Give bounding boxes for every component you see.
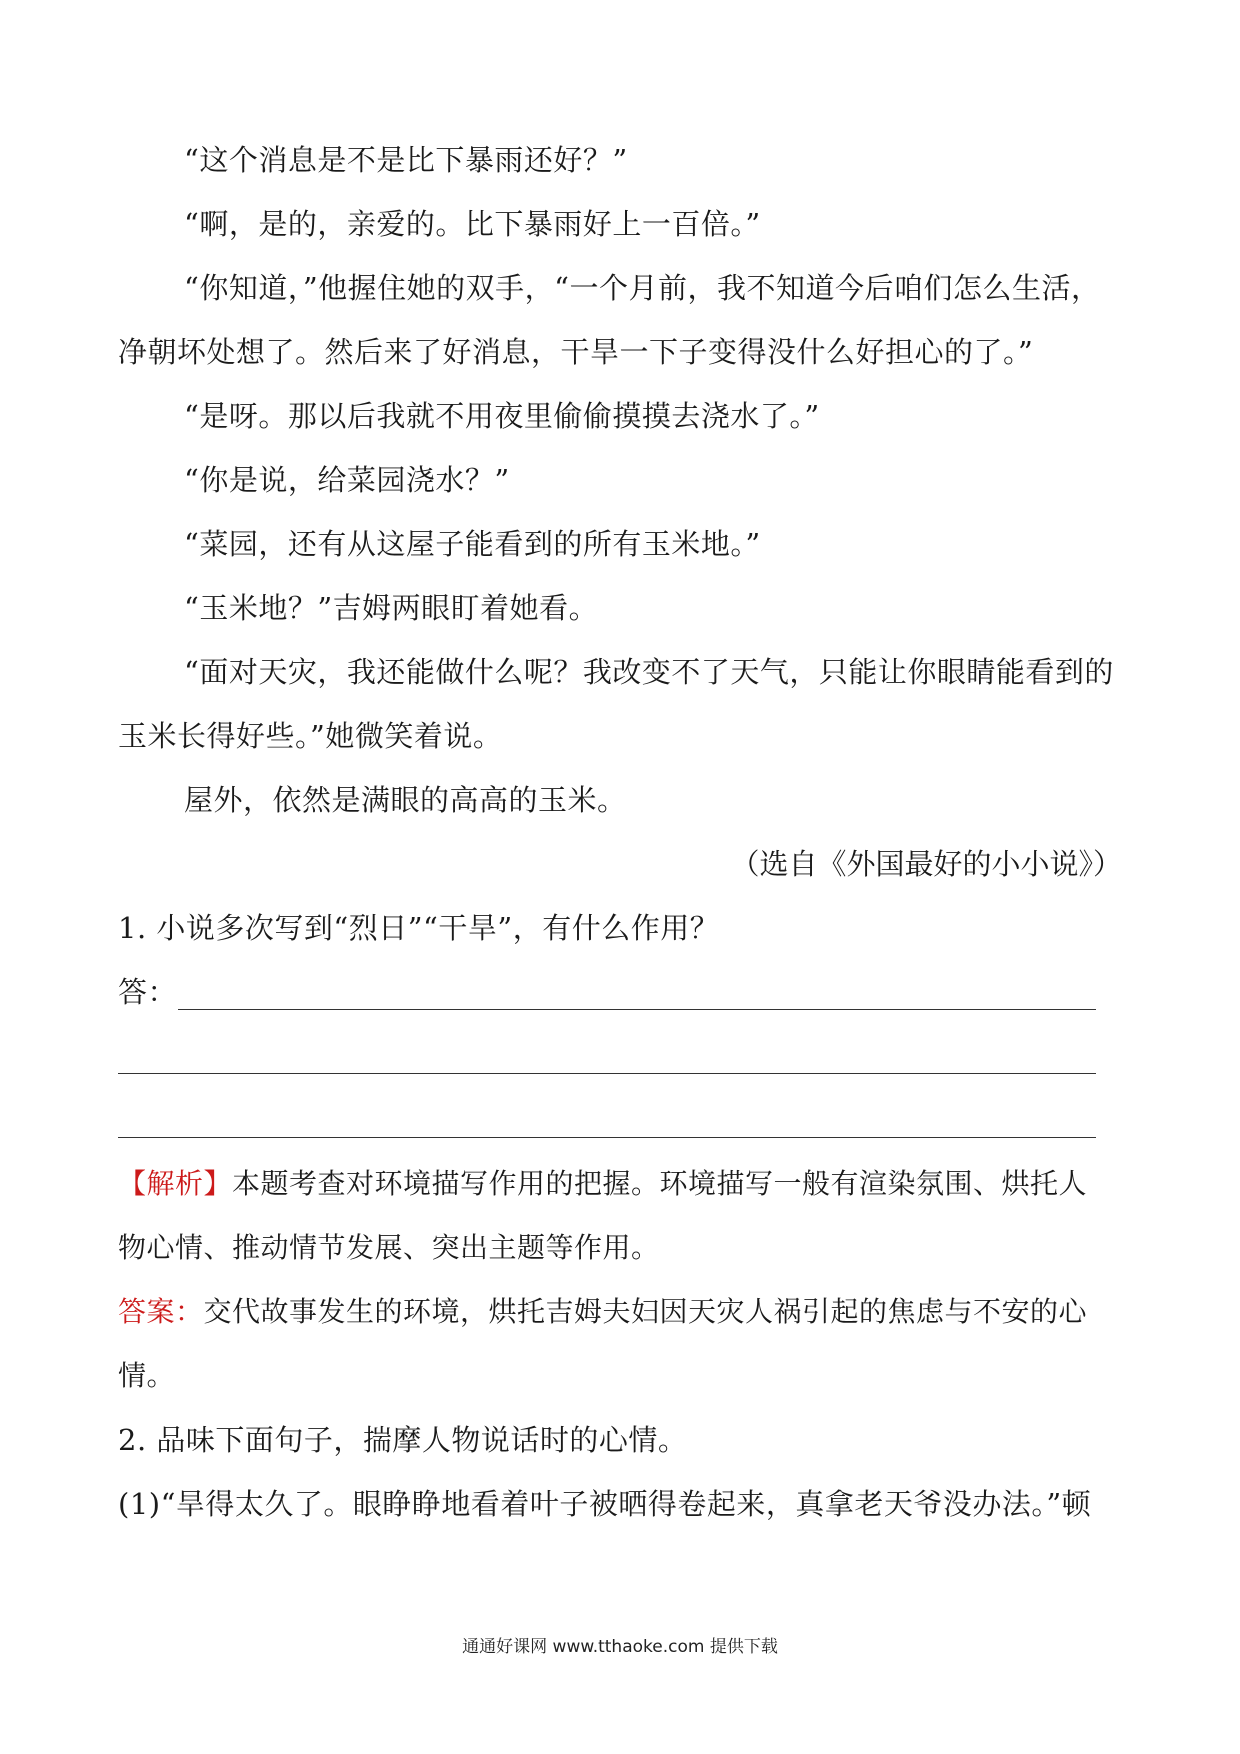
analysis-text: 本题考查对环境描写作用的把握。环境描写一般有渲染氛围、烘托人 (232, 1167, 1088, 1200)
analysis-line-2: 物心情、推动情节发展、突出主题等作用。 (118, 1231, 660, 1264)
analysis-label: 【解析】 (118, 1167, 233, 1200)
story-paragraph: 净朝坏处想了。然后来了好消息，干旱一下子变得没什么好担心的了。” (118, 335, 1034, 369)
story-paragraph: “面对天灾，我还能做什么呢？我改变不了天气，只能让你眼睛能看到的 (184, 655, 1114, 689)
story-paragraph: “你是说，给菜园浇水？” (184, 463, 510, 497)
answer-line-2: 情。 (118, 1359, 176, 1392)
answer-blank-line[interactable] (118, 1073, 1096, 1074)
answer-label: 答案： (118, 1295, 204, 1328)
answer-line-1 (118, 1292, 1087, 1332)
story-paragraph: “这个消息是不是比下暴雨还好？” (184, 143, 628, 177)
story-paragraph: “你知道，”他握住她的双手，“一个月前，我不知道今后咱们怎么生活， (184, 271, 1101, 305)
answer-text: 交代故事发生的环境，烘托吉姆夫妇因天灾人祸引起的焦虑与不安的心 (203, 1295, 1088, 1328)
question-2: 2. 品味下面句子，揣摩人物说话时的心情。 (118, 1423, 688, 1457)
story-paragraph: 屋外，依然是满眼的高高的玉米。 (184, 783, 627, 817)
answer-blank-line[interactable] (118, 1137, 1096, 1138)
story-paragraph: “菜园，还有从这屋子能看到的所有玉米地。” (184, 527, 761, 561)
analysis-line-1 (118, 1164, 1087, 1204)
answer-prefix: 答： (118, 975, 178, 1009)
source-citation: （选自《外国最好的小小说》） (730, 847, 1122, 881)
story-paragraph: “啊，是的，亲爱的。比下暴雨好上一百倍。” (184, 207, 761, 241)
question-2-sub-1: (1)“旱得太久了。眼睁睁地看着叶子被晒得卷起来，真拿老天爷没办法。”顿 (118, 1487, 1092, 1521)
question-1: 1. 小说多次写到“烈日”“干旱”，有什么作用？ (118, 911, 720, 945)
story-paragraph: 玉米长得好些。”她微笑着说。 (118, 719, 503, 753)
answer-blank-line[interactable] (178, 1009, 1096, 1010)
story-paragraph: “玉米地？”吉姆两眼盯着她看。 (184, 591, 599, 625)
page-footer: 通通好课网 www.tthaoke.com 提供下载 (462, 1637, 778, 1657)
story-paragraph: “是呀。那以后我就不用夜里偷偷摸摸去浇水了。” (184, 399, 820, 433)
